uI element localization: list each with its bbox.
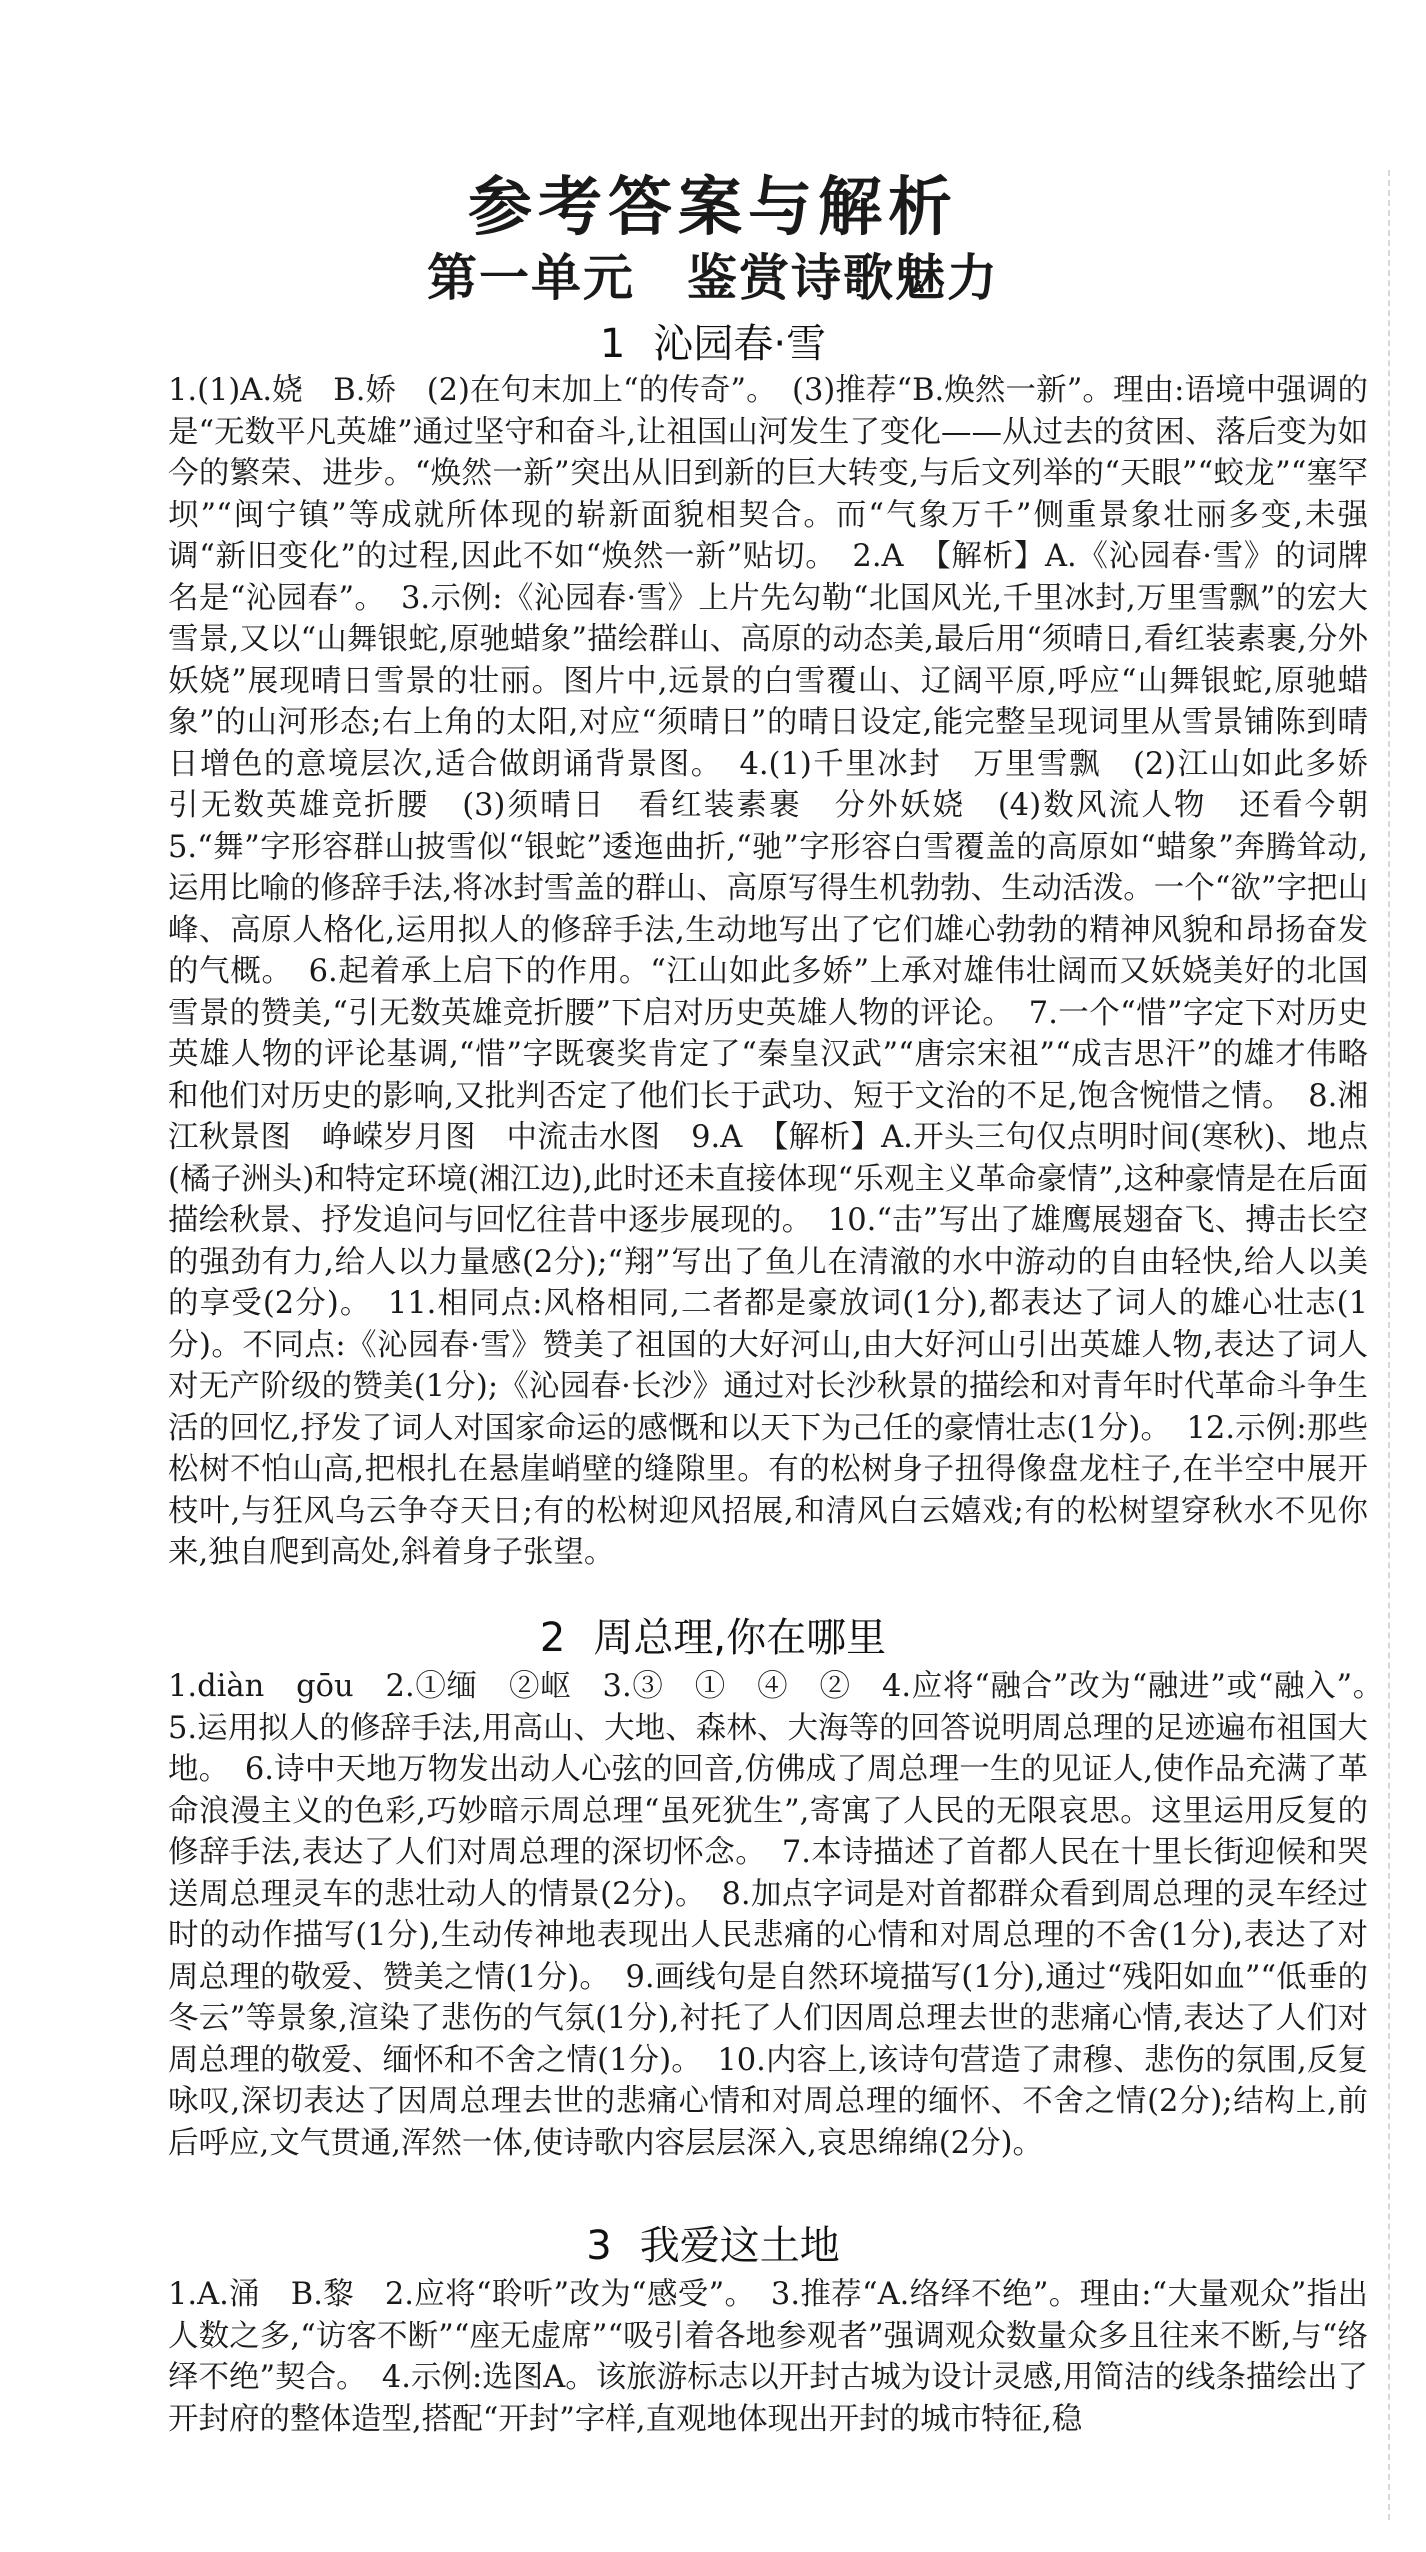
- section-number: 3: [586, 2223, 612, 2269]
- section-number: 1: [599, 321, 626, 367]
- section-heading-2: [0, 1612, 1426, 1664]
- page-title: 参考答案与解析: [468, 170, 958, 245]
- unit-title: 第一单元 鉴赏诗歌魅力: [427, 248, 999, 307]
- margin-divider: [1388, 170, 1390, 2520]
- section-1-answers: 1.(1)A.娆 B.娇 (2)在句末加上“的传奇”。 (3)推荐“B.焕然一新”。理由:语境中强调的是“无数平凡英雄”通过坚守和奋斗,让祖国山河发生了变化——从过去的贫困、落后变为如今的繁荣、进步。“焕然一新”突出从旧到新的巨大转变,与后文列举的“天眼”“蛟龙”“塞罕坝”“闽宁镇”等成就所体现的崭新面貌相契合。而“气象万千”侧重景象壮丽多变,未强调“新旧变化”的过程,因此不如“焕然一新”贴切。 2.A 【解析】A.《沁园春·雪》的词牌名是“沁园春”。 3.示例:《沁园春·雪》上片先勾勒“北国风光,千里冰封,万里雪飘”的宏大雪景,又以“山舞银蛇,原驰蜡象”描绘群山、高原的动态美,最后用“须晴日,看红装素裹,分外妖娆”展现晴日雪景的壮丽。图片中,远景的白雪覆山、辽阔平原,呼应“山舞银蛇,原驰蜡象”的山河形态;右上角的太阳,对应“须晴日”的晴日设定,能完整呈现词里从雪景铺陈到晴日增色的意境层次,适合做朗诵背景图。 4.(1)千里冰封 万里雪飘 (2)江山如此多娇 引无数英雄竞折腰 (3)须晴日 看红装素裹 分外妖娆 (4)数风流人物 还看今朝 5.“舞”字形容群山披雪似“银蛇”逶迤曲折,“驰”字形容白雪覆盖的高原如“蜡象”奔腾耸动,运用比喻的修辞手法,将冰封雪盖的群山、高原写得生机勃勃、生动活泼。一个“欲”字把山峰、高原人格化,运用拟人的修辞手法,生动地写出了它们雄心勃勃的精神风貌和昂扬奋发的气概。 6.起着承上启下的作用。“江山如此多娇”上承对雄伟壮阔而又妖娆美好的北国雪景的赞美,“引无数英雄竞折腰”下启对历史英雄人物的评论。 7.一个“惜”字定下对历史英雄人物的评论基调,“惜”字既褒奖肯定了“秦皇汉武”“唐宗宋祖”“成吉思汗”的雄才伟略和他们对历史的影响,又批判否定了他们长于武功、短于文治的不足,饱含惋惜之情。 8.湘江秋景图 峥嵘岁月图 中流击水图 9.A 【解析】A.开头三句仅点明时间(寒秋)、地点(橘子洲头)和特定环境(湘江边),此时还未直接体现“乐观主义革命豪情”,这种豪情是在后面描绘秋景、抒发追问与回忆往昔中逐步展现的。 10.“击”写出了雄鹰展翅奋飞、搏击长空的强劲有力,给人以力量感(2分);“翔”写出了鱼儿在清澈的水中游动的自由轻快,给人以美的享受(2分)。 11.相同点:风格相同,二者都是豪放词(1分),都表达了词人的雄心壮志(1分)。不同点:《沁园春·雪》赞美了祖国的大好河山,由大好河山引出英雄人物,表达了词人对无产阶级的赞美(1分);《沁园春·长沙》通过对长沙秋景的描绘和对青年时代革命斗争生活的回忆,抒发了词人对国家命运的感慨和以天下为己任的豪情壮志(1分)。 12.示例:那些松树不怕山高,把根扎在悬崖峭壁的缝隙里。有的松树身子扭得像盘龙柱子,在半空中展开枝叶,与狂风乌云争夺天日;有的松树迎风招展,和清风白云嬉戏;有的松树望穿秋水不见你来,独自爬到高处,斜着身子张望。: [168, 373, 1399, 1570]
- section-number: 2: [539, 1615, 566, 1661]
- section-title: 我爱这土地: [639, 2223, 840, 2269]
- section-2-answers: 1.diàn gōu 2.①缅 ②岖 3.③ ① ④ ② 4.应将“融合”改为“融进”或“融入”。 5.运用拟人的修辞手法,用高山、大地、森林、大海等的回答说明周总理的足迹遍布祖国大地。 6.诗中天地万物发出动人心弦的回音,仿佛成了周总理一生的见证人,使作品充满了革命浪漫主义的色彩,巧妙暗示周总理“虽死犹生”,寄寓了人民的无限哀思。这里运用反复的修辞手法,表达了人们对周总理的深切怀念。 7.本诗描述了首都人民在十里长街迎候和哭送周总理灵车的悲壮动人的情景(2分)。 8.加点字词是对首都群众看到周总理的灵车经过时的动作描写(1分),生动传神地表现出人民悲痛的心情和对周总理的不舍(1分),表达了对周总理的敬爱、赞美之情(1分)。 9.画线句是自然环境描写(1分),通过“残阳如血”“低垂的冬云”等景象,渲染了悲伤的气氛(1分),衬托了人们因周总理去世的悲痛心情,表达了人们对周总理的敬爱、缅怀和不舍之情(1分)。 10.内容上,该诗句营造了肃穆、悲伤的氛围,反复咏叹,深切表达了因周总理去世的悲痛心情和对周总理的缅怀、不舍之情(2分);结构上,前后呼应,文气贯通,浑然一体,使诗歌内容层层深入,哀思绵绵(2分)。: [168, 1669, 1399, 2161]
- section-3-answers: 1.A.涌 B.黎 2.应将“聆听”改为“感受”。 3.推荐“A.络绎不绝”。理由:“大量观众”指出人数之多,“访客不断”“座无虚席”“吸引着各地参观者”强调观众数量众多且往来不断,与“络绎不绝”契合。 4.示例:选图A。该旅游标志以开封古城为设计灵感,用简洁的线条描绘出了开封府的整体造型,搭配“开封”字样,直观地体现出开封的城市特征,稳: [168, 2277, 1368, 2437]
- section-heading-3: [0, 2220, 1426, 2272]
- section-title: 周总理,你在哪里: [593, 1615, 887, 1661]
- section-title: 沁园春·雪: [653, 321, 827, 367]
- section-heading-1: [0, 318, 1426, 370]
